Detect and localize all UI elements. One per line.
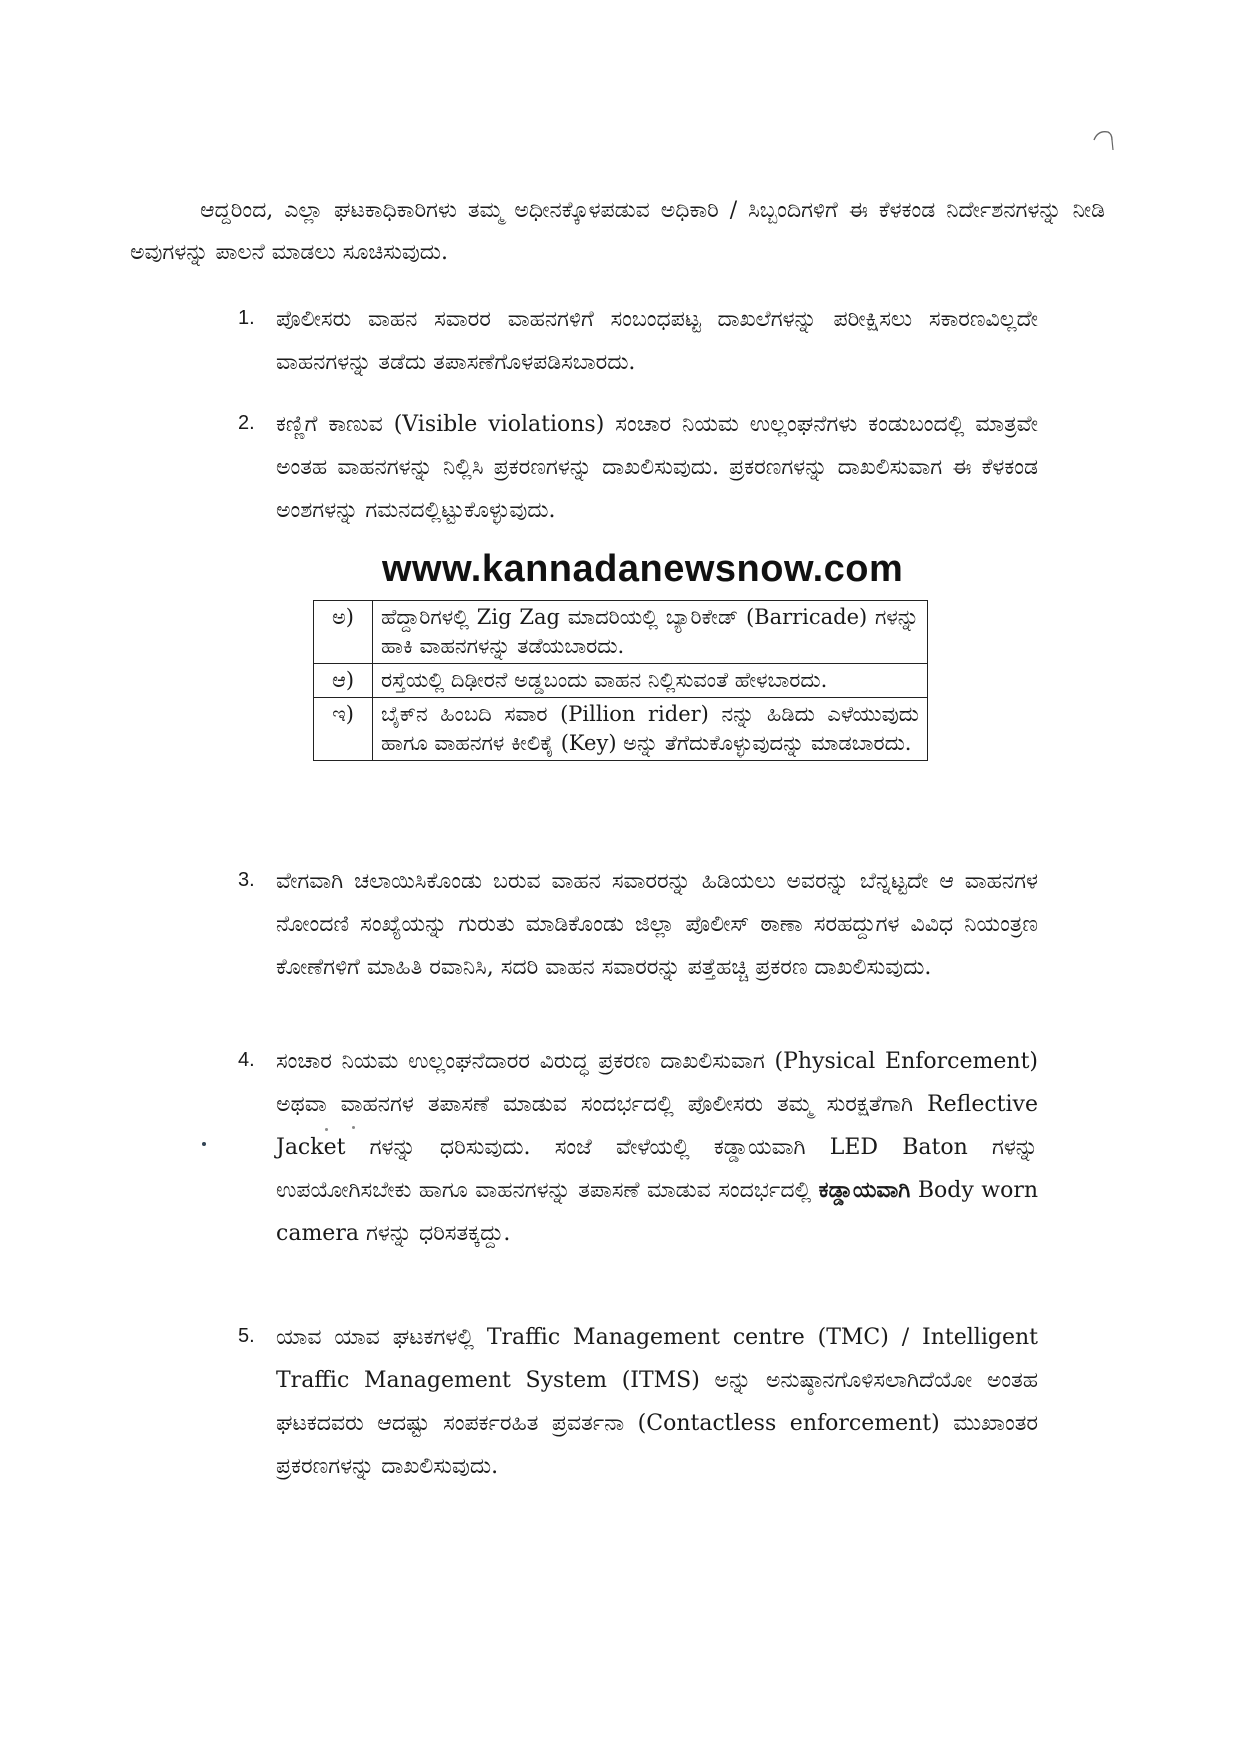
table-row-label: ಅ): [314, 601, 373, 664]
list-item-text: ವೇಗವಾಗಿ ಚಲಾಯಿಸಿಕೊಂಡು ಬರುವ ವಾಹನ ಸವಾರರನ್ನು ಹಿಡಿಯಲು ಅವರನ್ನು ಬೆನ್ನಟ್ಟದೇ ಆ ವಾಹನಗಳ ನೋಂದಣಿ ಸಂಖ್ಯೆಯನ್ನು ಗುರುತು ಮಾಡಿಕೊಂಡು ಜಿಲ್ಲಾ ಪೊಲೀಸ್ ಠಾಣಾ ಸರಹದ್ದುಗಳ ವಿವಿಧ ನಿಯಂತ್ರಣ ಕೋಣೆಗಳಿಗೆ ಮಾಹಿತಿ ರವಾನಿಸಿ, ಸದರಿ ವಾಹನ ಸವಾರರನ್ನು ಪತ್ತೆಹಚ್ಚಿ ಪ್ರಕರಣ ದಾಖಲಿಸುವುದು.: [276, 869, 1038, 980]
list-item-number: 1.: [238, 307, 255, 329]
list-item-4: [238, 1040, 1038, 1255]
table-row: [314, 664, 928, 698]
table-row-text: ಬೈಕ್‌ನ ಹಿಂಬದಿ ಸವಾರ (Pillion rider) ನನ್ನು ಹಿಡಿದು ಎಳೆಯುವುದು ಹಾಗೂ ವಾಹನಗಳ ಕೀಲಿಕೈ (Key) ಅನ್ನು ತೆಗೆದುಕೊಳ್ಳುವುದನ್ನು ಮಾಡಬಾರದು.: [373, 698, 928, 761]
list-item-5: [238, 1316, 1038, 1488]
scan-speck: [325, 1128, 328, 1131]
table-row-label: ಇ): [314, 698, 373, 761]
table-row: [314, 698, 928, 761]
list-item-text: [276, 1040, 1038, 1255]
bold-emphasis: ಕಡ್ಡಾಯವಾಗಿ: [818, 1177, 911, 1203]
list-item-number: 5.: [238, 1325, 255, 1347]
table-row: [314, 601, 928, 664]
intro-paragraph: ಆದ್ದರಿಂದ, ಎಲ್ಲಾ ಘಟಕಾಧಿಕಾರಿಗಳು ತಮ್ಮ ಅಧೀನಕ್ಕೊಳಪಡುವ ಅಧಿಕಾರಿ / ಸಿಬ್ಬಂದಿಗಳಿಗೆ ಈ ಕೆಳಕಂಡ ನಿರ್ದೇಶನಗಳನ್ನು ನೀಡಿ ಅವುಗಳನ್ನು ಪಾಲನೆ ಮಾಡಲು ಸೂಚಿಸುವುದು.: [130, 198, 1105, 265]
list-item-2: [238, 403, 1038, 532]
text-segment: Body worn camera ಗಳನ್ನು ಧರಿಸತಕ್ಕದ್ದು.: [276, 1178, 1039, 1246]
list-item-number: 4.: [238, 1049, 255, 1071]
watermark-url: www.kannadanewsnow.com: [382, 548, 904, 590]
list-item-3: [238, 860, 1038, 989]
table-row-text: ರಸ್ತೆಯಲ್ಲಿ ದಿಢೀರನೆ ಅಡ್ಡಬಂದು ವಾಹನ ನಿಲ್ಲಿಸುವಂತೆ ಹೇಳಬಾರದು.: [373, 664, 928, 698]
list-item-1: [238, 298, 1038, 384]
punch-hole-mark: [1090, 128, 1120, 158]
list-item-number: 3.: [238, 869, 255, 891]
table-row-label: ಆ): [314, 664, 373, 698]
list-item-text: ಯಾವ ಯಾವ ಘಟಕಗಳಲ್ಲಿ Traffic Management centre (TMC) / Intelligent Traffic Management System (ITMS) ಅನ್ನು ಅನುಷ್ಠಾನಗೊಳಿಸಲಾಗಿದೆಯೋ ಅಂತಹ ಘಟಕದವರು ಆದಷ್ಟು ಸಂಪರ್ಕರಹಿತ ಪ್ರವರ್ತನಾ (Contactless enforcement) ಮುಖಾಂತರ ಪ್ರಕರಣಗಳನ್ನು ದಾಖಲಿಸುವುದು.: [276, 1325, 1038, 1479]
guidelines-table: [313, 600, 928, 761]
list-item-number: 2.: [238, 412, 255, 434]
text-segment: ಸಂಚಾರ ನಿಯಮ ಉಲ್ಲಂಘನೆದಾರರ ವಿರುದ್ಧ ಪ್ರಕರಣ ದಾಖಲಿಸುವಾಗ (Physical Enforcement) ಅಥವಾ ವಾಹನಗಳ ತಪಾಸಣೆ ಮಾಡುವ ಸಂದರ್ಭದಲ್ಲಿ ಪೊಲೀಸರು ತಮ್ಮ ಸುರಕ್ಷತೆಗಾಗಿ Reflective Jacket ಗಳನ್ನು ಧರಿಸುವುದು. ಸಂಜೆ ವೇಳೆಯಲ್ಲಿ ಕಡ್ಡಾಯವಾಗಿ LED Baton ಗಳನ್ನು ಉಪಯೋಗಿಸಬೇಕು ಹಾಗೂ ವಾಹನಗಳನ್ನು ತಪಾಸಣೆ ಮಾಡುವ ಸಂದರ್ಭದಲ್ಲಿ: [276, 1049, 1038, 1203]
list-item-text: ಪೊಲೀಸರು ವಾಹನ ಸವಾರರ ವಾಹನಗಳಿಗೆ ಸಂಬಂಧಪಟ್ಟ ದಾಖಲೆಗಳನ್ನು ಪರೀಕ್ಷಿಸಲು ಸಕಾರಣವಿಲ್ಲದೇ ವಾಹನಗಳನ್ನು ತಡೆದು ತಪಾಸಣೆಗೊಳಪಡಿಸಬಾರದು.: [276, 307, 1038, 375]
table-row-text: ಹೆದ್ದಾರಿಗಳಲ್ಲಿ Zig Zag ಮಾದರಿಯಲ್ಲಿ ಬ್ಯಾರಿಕೇಡ್ (Barricade) ಗಳನ್ನು ಹಾಕಿ ವಾಹನಗಳನ್ನು ತಡೆಯಬಾರದು.: [373, 601, 928, 664]
list-item-text: ಕಣ್ಣಿಗೆ ಕಾಣುವ (Visible violations) ಸಂಚಾರ ನಿಯಮ ಉಲ್ಲಂಘನೆಗಳು ಕಂಡುಬಂದಲ್ಲಿ ಮಾತ್ರವೇ ಅಂತಹ ವಾಹನಗಳನ್ನು ನಿಲ್ಲಿಸಿ ಪ್ರಕರಣಗಳನ್ನು ದಾಖಲಿಸುವುದು. ಪ್ರಕರಣಗಳನ್ನು ದಾಖಲಿಸುವಾಗ ಈ ಕೆಳಕಂಡ ಅಂಶಗಳನ್ನು ಗಮನದಲ್ಲಿಟ್ಟುಕೊಳ್ಳುವುದು.: [276, 412, 1038, 523]
scan-speck: [352, 1126, 355, 1129]
scan-speck: [202, 1142, 206, 1146]
